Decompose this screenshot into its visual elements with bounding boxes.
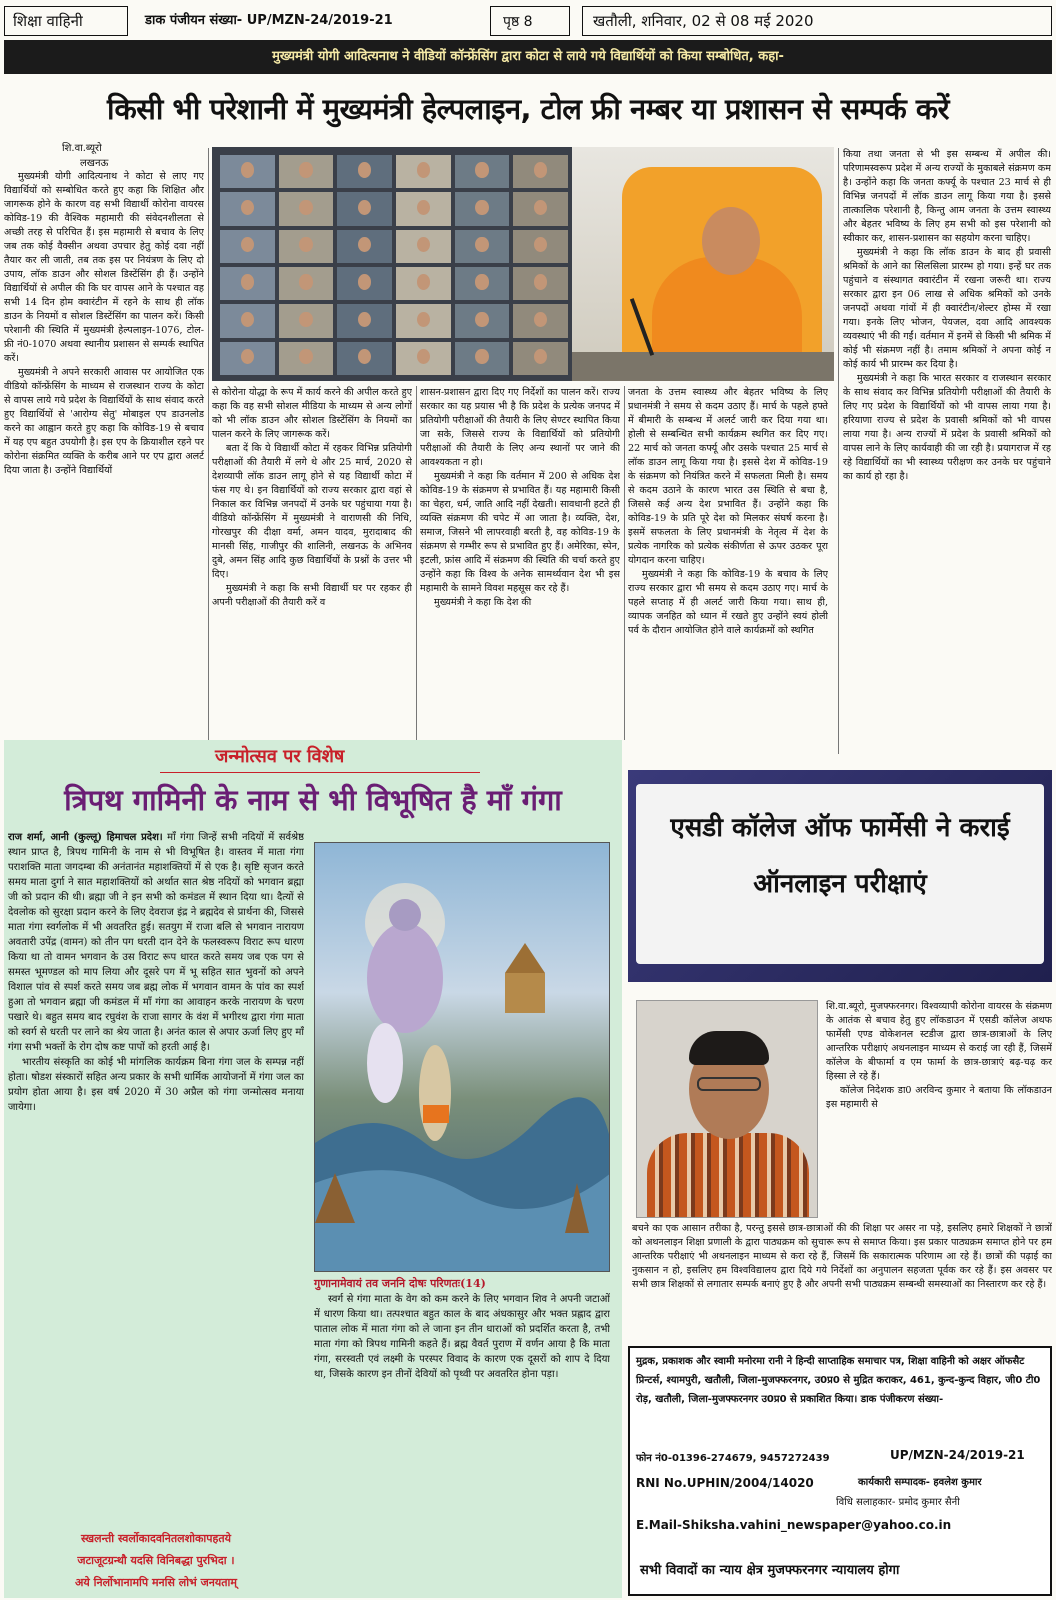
participant-tile <box>455 342 510 375</box>
lead-col2-para: मुख्यमंत्री ने कहा कि सभी विद्यार्थी घर पर रहकर ही अपनी परीक्षाओं की तैयारी करें व <box>212 583 412 608</box>
imprint-legal: विधि सलाहकार- प्रमोद कुमार सैनी <box>836 1497 960 1508</box>
participant-tile <box>396 230 451 263</box>
speaker-head <box>702 207 760 275</box>
participant-tile <box>337 155 392 188</box>
lead-col2-para: बता दें कि ये विद्यार्थी कोटा में रहकर विभिन्न प्रतियोगी परीक्षाओं की तैयारी में लगे थे और 25 मार्च, 2020 से देशव्यापी लॉक डाउन लागू होने से यह विद्यार्थी कोटा में फंस गए थे। इन विद्यार्थियों को राज्य सरकार द्वारा वहां से निकाल कर विभिन्न जनपदों में उनके घर पहुंचाया गया है। वीडियो कॉन्फ्रेंसिंग में मुख्यमंत्री ने वाराणसी की निधि, गोरखपुर की दीक्षा वर्मा, अमन यादव, मुरादाबाद की मानसी सिंह, गाजीपुर की शालिनी, लखनऊ के अभिनव दुबे, अमन सिंह आदि कुछ विद्यार्थियों के प्रश्नों के उत्तर भी दिए। <box>212 443 412 580</box>
shloka-line: अये निर्लोभानामपि मनसि लोभं जनयताम् <box>75 1576 237 1589</box>
imprint-text: मुद्रक, प्रकाशक और स्वामी मनोरमा रानी ने हिन्दी साप्ताहिक समाचार पत्र, शिक्षा वाहिनी को अक्षर ऑफसैट प्रिन्टर्स, श्यामपुरी, खतौली, जिला-मुजफ्फरनगर, उ0प्र0 से मुद्रित कराकर, 461, कुन्द-कुन्द विहार, जी0 टी0 रोड़, खतौली, जिला-मुजफ्फरनगर उ0प्र0 से प्रकाशित किया। डाक पंजीकरण संख्या- <box>636 1356 1041 1405</box>
participant-tile <box>220 230 275 263</box>
participant-face <box>534 200 547 215</box>
participant-face <box>358 200 371 215</box>
photo-hair <box>689 1031 769 1065</box>
lead-column-4 <box>628 386 828 756</box>
feature-byline: राज शर्मा, आनी (कुल्लू) हिमाचल प्रदेश। <box>8 832 163 843</box>
participant-tile <box>455 192 510 225</box>
imprint-phone: फोन नं0-01396-274679, 9457272439 <box>636 1453 830 1464</box>
participant-face <box>241 237 254 252</box>
college-intro-para: शि.वा.ब्यूरो, मुजफ्फरनगर। विश्वव्यापी कोरोना वायरस के संक्रमण के आतंक से बचाव हेतु हुए लॉकडाउन में एसडी कॉलेज अथफ फार्मेसी एण्ड वोकेशनल स्टडीज द्वारा छात्र-छात्राओं के लिए आन्तरिक परीक्षाएं अथनलाइन माध्यम से कराई जा रही हैं, जिसमें कॉलेज के बीफार्मा व एम फार्मा के छात्र-छात्राएं बढ़-चढ़ कर हिस्सा ले रहे हैं। <box>826 1001 1052 1082</box>
column-rule <box>208 148 209 740</box>
lead-byline: शि.वा.ब्यूरो <box>62 143 102 154</box>
ganga-artwork <box>315 843 610 1272</box>
feature-col1-para: भारतीय संस्कृति का कोई भी मांगलिक कार्यक्रम बिना गंगा जल के सम्पन्न नहीं होता। षोडश संस्कारों सहित अन्य प्रकार के सभी धार्मिक आयोजनों में गंगा जल का प्रयोग होता आया है। इस वर्ष 2020 में 30 अप्रैल को गंगा जन्मोत्सव मनाया जायेगा। <box>8 1057 304 1113</box>
participant-tile <box>279 342 334 375</box>
sage-figure <box>419 1045 451 1141</box>
college-intro <box>826 1000 1052 1220</box>
lead-col3-para: मुख्यमंत्री ने कहा कि वर्तमान में 200 से अधिक देश कोविड-19 के संक्रमण से प्रभावित हैं। यह महामारी किसी का चेहरा, धर्म, जाति आदि नहीं देखती। सावधानी हटते ही व्यक्ति संक्रमण की चपेट में आ जाता है। व्यक्ति, देश, समाज, जिसने भी लापरवाही बरती है, वह कोविड-19 के संक्रमण से गम्भीर रूप से प्रभावित हुए हैं। अमेरिका, स्पेन, इटली, फ्रांस आदि में संक्रमण की स्थिति की चर्चा करते हुए उन्होंने कहा कि विश्व के अनेक सामर्थ्यवान देश भी इस महामारी के सामने विवश महसूस कर रहे हैं। <box>420 471 620 594</box>
masthead-dateline: खतौली, शनिवार, 02 से 08 मई 2020 <box>582 6 1052 36</box>
participant-tile <box>455 155 510 188</box>
participant-tile <box>455 304 510 337</box>
participant-tile <box>396 155 451 188</box>
lead-column-2 <box>212 386 412 735</box>
photo-shirt <box>647 1133 809 1218</box>
participant-face <box>534 312 547 327</box>
participant-face <box>475 274 488 289</box>
lead-col4-para: जनता के उत्तम स्वास्थ्य और बेहतर भविष्य के लिए प्रधानमंत्री ने समय से कदम उठाए हैं। मार्च के पहले हफ्ते में बीमारी के सम्बन्ध में अलर्ट जारी कर दिया गया था। होली से सम्बन्धित सभी कार्यक्रम स्थगित कर दिए गए। 22 मार्च को जनता कर्फ्यू और उसके पश्चात 25 मार्च से लॉक डाउन लागू किया गया है। इससे देश में कोविड-19 के संक्रमण को नियंत्रित करने में सफलता मिली है। समय से कदम उठाने के कारण भारत उस स्थिति से बचा है, जिससे कई अन्य देश प्रभावित हैं। उन्होंने कहा कि कोविड-19 के प्रति पूरे देश को मिलकर संघर्ष करना है। इसमें सफलता के लिए प्रधानमंत्री के नेतृत्व में देश के प्रत्येक नागरिक को प्रत्येक संकीर्णता से ऊपर उठकर पूरा योगदान करना चाहिए। <box>628 387 828 566</box>
participant-face <box>358 162 371 177</box>
participant-face <box>299 162 312 177</box>
lead-col3-para: मुख्यमंत्री ने कहा कि देश की <box>434 597 532 608</box>
participant-tile <box>513 304 568 337</box>
participant-face <box>299 349 312 364</box>
shloka-line: स्खलन्ती स्वर्लोकादवनितलशोकापहतये <box>81 1532 231 1545</box>
lead-col5-para: मुख्यमंत्री ने कहा कि लॉक डाउन के बाद ही प्रवासी श्रमिकों के आने का सिलसिला प्रारम्भ हो गया। इन्हें घर तक पहुंचाने व संस्थागत क्वारंटीन में रखना जरूरी था। राज्य सरकार द्वारा इन 06 लाख से अधिक श्रमिकों को उनके जनपदों अथवा गांवों में ही क्वारंटीन/शेल्टर होम्स में रखा गया। इनके लिए भोजन, पेयजल, दवा आदि आवश्यक व्यवस्थाएं भी की गईं। वर्तमान में इनमें से किसी भी श्रमिक में कोई भी संक्रमण नहीं है। तमाम श्रमिकों ने अपना कोई न कोई कार्य भी प्रारम्भ कर दिया है। <box>843 247 1051 370</box>
participant-face <box>358 274 371 289</box>
lead-col1-para: मुख्यमंत्री ने अपने सरकारी आवास पर आयोजित एक वीडियो कॉन्फ्रेंसिंग के माध्यम से राजस्थान राज्य के कोटा से वापस लाये गये प्रदेश के विद्यार्थियों के साथ संवाद करते हुए विद्यार्थियों से 'आरोग्य सेतु' मोबाइल एप डाउनलोड करने का आह्वान करते हुए कहा कि कोविड-19 से बचाव में यह एप बहुत उपयोगी है। इस एप के क्रियाशील रहने पर कोरोना संक्रमित व्यक्ति के करीब आने पर एप द्वारा अलर्ट दिया जाता है। उन्होंने विद्यार्थियों <box>4 367 204 476</box>
participant-tile <box>220 304 275 337</box>
lead-kicker: मुख्यमंत्री योगी आदित्यनाथ ने वीडियों कॉन्फ्रेंसिंग द्वारा कोटा से लाये गये विद्यार्थियों को किया सम्बोधित, कहा- <box>272 49 784 64</box>
masthead-page-number: पृष्ठ 8 <box>490 6 570 36</box>
imprint-jurisdiction: सभी विवादों का न्याय क्षेत्र मुजफ्फरनगर न्यायालय होगा <box>640 1563 900 1578</box>
participant-face <box>475 200 488 215</box>
participant-face <box>475 237 488 252</box>
participant-tile <box>279 267 334 300</box>
participant-tile <box>279 192 334 225</box>
participant-face <box>534 349 547 364</box>
participant-tile <box>513 192 568 225</box>
column-rule <box>838 148 839 754</box>
participant-tile <box>220 342 275 375</box>
feature-col1-para <box>8 830 304 1055</box>
lead-col5-para: किया तथा जनता से भी इस सम्बन्ध में अपील की। परिणामस्वरूप प्रदेश में अन्य राज्यों के मुकाबले संक्रमण कम है। उन्होंने कहा कि जनता कर्फ्यू के पश्चात 23 मार्च से ही विभिन्न जनपदों में लॉक डाउन लागू किया गया है। इससे तात्कालिक परेशानी है, किन्तु आम जनता के उत्तम स्वास्थ्य और बेहतर भविष्य के लिए हम सभी को इस परेशानी को स्वीकार कर, शासन-प्रशासन का सहयोग करना चाहिए। <box>843 149 1051 244</box>
imprint-email: E.Mail-Shiksha.vahini_newspaper@yahoo.co.in <box>636 1518 952 1532</box>
participant-tile <box>279 304 334 337</box>
participant-tile <box>337 304 392 337</box>
lead-col1-para: मुख्यमंत्री योगी आदित्यनाथ ने कोटा से लाए गए विद्यार्थियों को सम्बोधित करते हुए कहा कि शिक्षित और जागरूक होने के कारण वह सभी विद्यार्थी कोरोना वायरस कोविड-19 की वैश्विक महामारी की संवेदनशीलता से अच्छी तरह से परिचित हैं। इस महामारी से बचाव के लिए जब तक कोई वैक्सीन अथवा उपचार हेतु कोई दवा नहीं तैयार कर ली जाती, तब तक इस पर नियंत्रण के लिए दो उपाय, लॉक डाउन और सोशल डिस्टेंसिंग ही हैं। उन्होंने विद्यार्थियों से अपील की कि घर वापस आने के पश्चात वह सभी 14 दिन होम क्वारंटीन में रहने के साथ ही लॉक डाउन के नियमों व सोशल डिस्टेंसिंग का पालन करें। किसी परेशानी की स्थिति में मुख्यमंत्री हेल्पलाइन-1076, टोल-फ्री नं0-1070 अथवा स्थानीय प्रशासन से सम्पर्क स्थापित करें। <box>4 171 204 364</box>
participant-face <box>417 162 430 177</box>
participant-face <box>417 349 430 364</box>
participant-face <box>299 200 312 215</box>
lead-column-3 <box>420 386 620 735</box>
participant-tile <box>337 342 392 375</box>
feature-col1-text: माँ गंगा जिन्हें सभी नदियों में सर्वश्रेष्ठ स्थान प्राप्त है, त्रिपथ गामिनी के नाम से भी विभूषित है। वास्तव में माता गंगा पराशक्ति माता जगदम्बा की अनंतानंत महाशक्तियों में से एक है। सृष्टि सृजन करते समय माता दुर्गा ने सात महाशक्तियों को अर्थात सात श्रेष्ठ नदियों को भगवान ब्रह्मा जी को प्रदान की थी। ब्रह्मा जी ने इन सभी को कमंडल में स्थान दिया था। दैत्यों से देवलोक को सुरक्षा प्रदान करने के लिए देवराज इंद्र ने ब्रह्मदेव से प्रार्थना की, जिससे माता गंगा स्वर्गलोक में भी अवतरित हुई। सतयुग में राजा बलि से भगवान नारायण अवतारी उपेंद्र (वामन) को तीन पग धरती दान देने के फलस्वरूप विराट रूप धारण किया था तो वामन भगवान के उस विराट रूप धारत करते समय जब एक पग से समस्त भूमण्डल को माप लिया और दूसरे पग में भू सहित सात भुवनों को अपने विशाल पांव से स्पर्श करते समय जब ब्रह्म लोक में भगवान वामन के पांव का स्पर्श हुआ तो भगवान ब्रह्मा जी कमंडल में माँ गंगा का आवाहन करके नारायण के चरण पखारे थे। बहुत समय बाद रघुवंश के राजा सागर के वंश में भगीरथ द्वारा गंगा माता को स्वर्ग से धरती पर लाने का श्रेय जाता है। अनंत काल से अपार ऊर्जा लिए हुए माँ गंगा सभी भक्तों के रोग दोष कष्ट पापों को हरती आई है। <box>8 832 304 1053</box>
participant-face <box>299 274 312 289</box>
feature-kicker: जन्मोत्सव पर विशेष <box>215 746 345 767</box>
column-rule <box>624 386 625 740</box>
participant-tile <box>220 267 275 300</box>
feature-kicker-rule <box>160 772 480 773</box>
conference-screen-grid <box>220 155 568 375</box>
feature-col2-para: स्वर्ग से गंगा माता के वेग को कम करने के लिए भगवान शिव ने अपनी जटाओं में धारण किया था। तत्पश्चात बहुत काल के बाद अंधकासुर और भक्त प्रह्लाद द्वारा पाताल लोक में माता गंगा को ले जाना इन तीन धाराओं को प्रदर्शित करता है, तभी माता गंगा को त्रिपथ गामिनी कहते हैं। ब्रह्म वैवर्त पुराण में वर्णन आया है कि माता गंगा, सरस्वती एवं लक्ष्मी के परस्पर विवाद के कारण एक दूसरों को शाप दे दिया था, जिसके कारण इन तीनों देवियों को पृथ्वी पर अवतरित होना पड़ा। <box>314 1294 610 1380</box>
participant-face <box>417 200 430 215</box>
feature-shloka <box>8 1528 304 1594</box>
imprint-editor: कार्यकारी सम्पादक- हवलेश कुमार <box>858 1477 982 1488</box>
participant-face <box>417 274 430 289</box>
video-conference-photo <box>212 147 834 381</box>
shloka-line: जटाजूटग्रन्थौ यदसि विनिबद्धा पुरभिदा । <box>77 1554 235 1567</box>
participant-tile <box>337 230 392 263</box>
lead-column-5 <box>843 148 1051 766</box>
participant-tile <box>455 230 510 263</box>
masthead-paper-name: शिक्षा वाहिनी <box>4 6 128 36</box>
lead-col5-para: मुख्यमंत्री ने कहा कि भारत सरकार व राजस्थान सरकार के साथ संवाद कर विभिन्न प्रतियोगी परीक्षाओं की तैयारी के लिए गए प्रदेश के विद्यार्थियों को भी वापस लाया गया है। हरियाणा राज्य से प्रदेश के प्रवासी श्रमिकों को भी वापस लाया गया है। अन्य राज्यों में प्रदेश के प्रवासी श्रमिकों को वापस लाने के लिए कार्यवाही की जा रही है। प्रयागराज में रह रहे विद्यार्थियों का भी स्वास्थ्य परीक्षण कर उनके घर पहुंचाने का कार्य हो रहा है। <box>843 373 1051 482</box>
participant-face <box>475 312 488 327</box>
temple-shape <box>505 973 545 1013</box>
participant-tile <box>396 192 451 225</box>
participant-face <box>241 312 254 327</box>
college-body <box>632 1222 1052 1342</box>
goddess-figure <box>367 1023 403 1103</box>
participant-tile <box>220 192 275 225</box>
ganga-illustration <box>314 842 610 1272</box>
ganga-image-caption: गुणानामेवायं तव जननि दोषः परिणतः(14) <box>314 1277 486 1290</box>
temple-spire <box>505 943 545 973</box>
participant-face <box>241 349 254 364</box>
deity-figure <box>367 923 443 1033</box>
participant-face <box>534 162 547 177</box>
participant-face <box>241 162 254 177</box>
college-intro-para: कॉलेज निदेशक डा0 अरविन्द कुमार ने बताया कि लॉकडाउन इस महामारी से <box>826 1085 1052 1110</box>
participant-face <box>417 312 430 327</box>
lead-col3-para: शासन-प्रशासन द्वारा दिए गए निर्देशों का पालन करें। राज्य सरकार का यह प्रयास भी है कि प्रदेश के प्रत्येक जनपद में प्रतियोगी परीक्षाओं की तैयारी के लिए सेण्टर स्थापित किया जा सके, जिससे राज्य के विद्यार्थियों को प्रतियोगी परीक्षाओं की तैयारी के लिए अन्य स्थानों पर जाने की आवश्यकता न हो। <box>420 387 620 468</box>
participant-face <box>241 200 254 215</box>
participant-tile <box>513 155 568 188</box>
participant-face <box>358 349 371 364</box>
masthead-registration: डाक पंजीयन संख्या- UP/MZN-24/2019-21 <box>145 13 393 28</box>
participant-tile <box>337 192 392 225</box>
participant-face <box>358 312 371 327</box>
college-headline-banner <box>628 770 1052 982</box>
participant-tile <box>513 230 568 263</box>
deity-head <box>389 899 421 931</box>
lead-headline: किसी भी परेशानी में मुख्यमंत्री हेल्पलाइन, टोल फ्री नम्बर या प्रशासन से सम्पर्क करें <box>106 92 950 126</box>
feature-column-1 <box>8 830 304 1520</box>
principal-photo <box>636 1000 818 1218</box>
participant-tile <box>455 267 510 300</box>
lead-column-1 <box>4 170 204 735</box>
feature-column-2 <box>314 1292 610 1592</box>
lead-place: लखनऊ <box>80 158 109 169</box>
participant-tile <box>396 342 451 375</box>
participant-face <box>241 274 254 289</box>
participant-tile <box>279 230 334 263</box>
college-headline: एसडी कॉलेज ऑफ फार्मेसी ने कराई ऑनलाइन परीक्षाएं <box>670 813 1010 899</box>
imprint-reg-no: UP/MZN-24/2019-21 <box>890 1448 1025 1462</box>
participant-face <box>534 237 547 252</box>
participant-face <box>299 237 312 252</box>
participant-tile <box>396 267 451 300</box>
participant-tile <box>513 342 568 375</box>
sage-cloth <box>423 1105 449 1123</box>
lead-col2-para: से कोरोना योद्धा के रूप में कार्य करने की अपील करते हुए कहा कि वह सभी सोशल मीडिया के माध्यम से अन्य लोगों को भी लॉक डाउन और सोशल डिस्टेंसिंग के नियमों का पालन करने के लिए जागरूक करें। <box>212 387 412 440</box>
participant-face <box>358 237 371 252</box>
participant-face <box>475 349 488 364</box>
participant-face <box>475 162 488 177</box>
participant-face <box>417 237 430 252</box>
participant-tile <box>279 155 334 188</box>
feature-headline: त्रिपथ गामिनी के नाम से भी विभूषित है माँ गंगा <box>64 783 562 817</box>
imprint-rni: RNI No.UPHIN/2004/14020 <box>636 1476 814 1490</box>
column-rule <box>416 386 417 740</box>
participant-face <box>299 312 312 327</box>
glasses-icon <box>697 1077 761 1091</box>
lead-col4-para: मुख्यमंत्री ने कहा कि कोविड-19 के बचाव के लिए राज्य सरकार द्वारा भी समय से कदम उठाए गए। मार्च के पहले सप्ताह में ही अलर्ट जारी किया गया। साथ ही, व्यापक जनहित को ध्यान में रखते हुए उन्होंने स्वयं होली पर्व के दौरान आयोजित होने वाले कार्यक्रमों को स्थगित <box>628 569 828 636</box>
college-body-para: बचने का एक आसान तरीका है, परन्तु इससे छात्र-छात्राओं की की शिक्षा पर असर ना पड़े, इसलिए हमारे शिक्षकों ने छात्रों को अथनलाइन शिक्षा प्रणाली के द्वारा पाठ्यक्रम को सुचारू रूप से समाप्त किया। इस प्रकार पाठ्यक्रम समाप्त होने पर हम आन्तरिक परीक्षाएं भी अथनलाइन माध्यम से करा रहे हैं, जिसमें कि सकारात्मक परिणाम आ रहे हैं। छात्रों की पढ़ाई का नुकसान न हो, इसलिए हम विश्वविद्यालय द्वारा दिये गये निर्देशों का अनुपालन सहजता पूर्वक कर रहे हैं। इस अवसर पर सभी छात्र शिक्षकों से लगातार सम्पर्क बनाएं हुए है और अपनी सभी पाठ्यक्रम सम्बन्धी समस्याओं का निस्तारण कर रहे हैं। <box>632 1223 1052 1290</box>
participant-tile <box>513 267 568 300</box>
participant-tile <box>396 304 451 337</box>
participant-tile <box>337 267 392 300</box>
participant-tile <box>220 155 275 188</box>
participant-face <box>534 274 547 289</box>
speaker-desk <box>572 352 834 381</box>
